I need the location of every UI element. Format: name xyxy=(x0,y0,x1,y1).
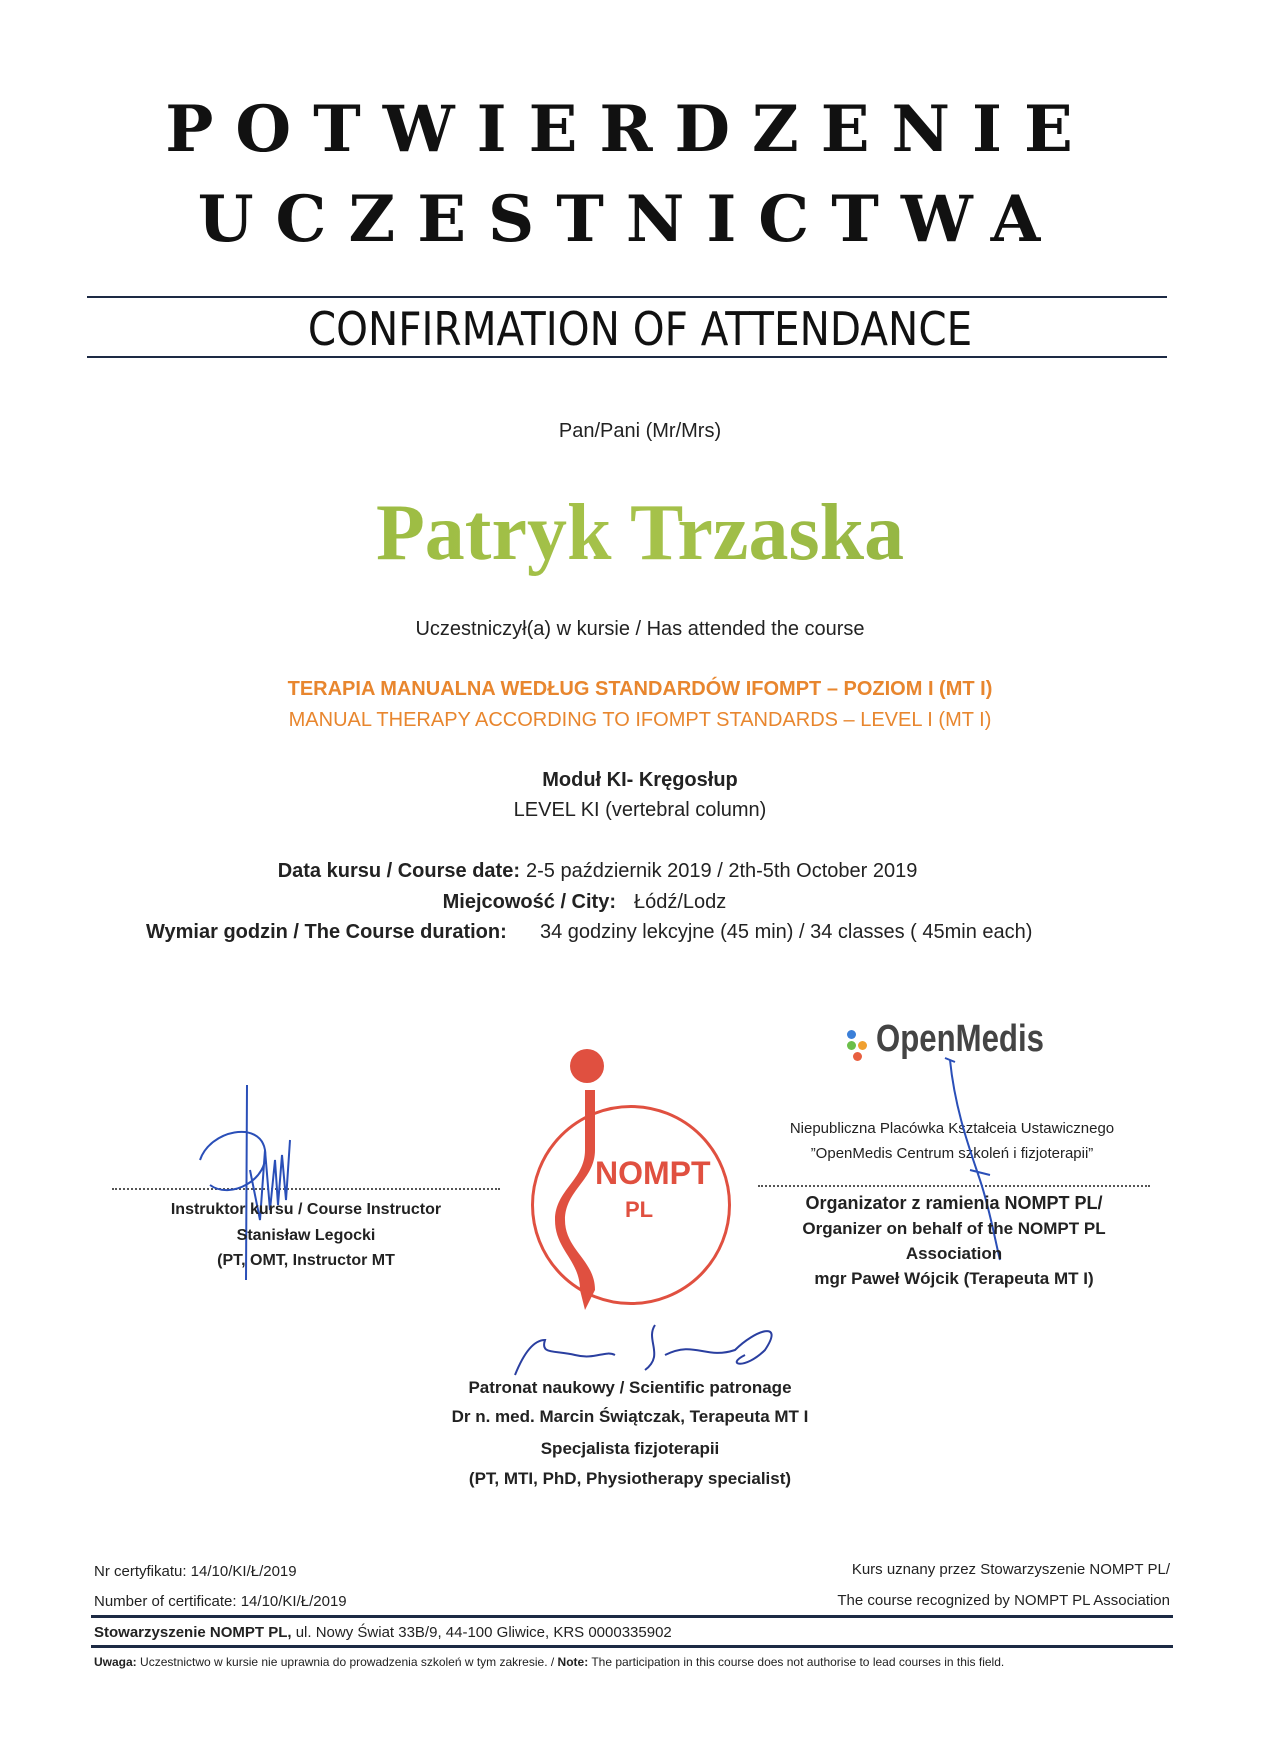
course-date-value: 2-5 październik 2019 / 2th-5th October 2019 xyxy=(526,860,918,882)
association-name: Stowarzyszenie NOMPT PL, xyxy=(94,1624,292,1641)
note-label-pl: Uwaga: xyxy=(94,1655,137,1669)
patron-signature xyxy=(505,1310,795,1380)
organizer-line-3: Association xyxy=(905,1244,1003,1263)
patron-title: Patronat naukowy / Scientific patronage xyxy=(468,1378,792,1397)
nompt-text: NOMPT xyxy=(595,1155,711,1191)
address-text: ul. Nowy Świat 33B/9, 44-100 Gliwice, KRS 0000335902 xyxy=(291,1624,672,1641)
participant-name: Patryk Trzaska xyxy=(0,488,1280,579)
openmedis-logo: OpenMedis xyxy=(876,1018,1044,1060)
title-line-2: UCZESTNICTWA xyxy=(197,182,1063,257)
certificate-number-pl: Nr certyfikatu: 14/10/KI/Ł/2019 xyxy=(94,1563,297,1580)
divider xyxy=(87,296,1167,298)
organizer-line-2: Organizer on behalf of the NOMPT PL xyxy=(802,1219,1106,1238)
certificate-number-en: Number of certificate: 14/10/KI/Ł/2019 xyxy=(94,1593,347,1610)
attended-text: Uczestniczył(a) w kursie / Has attended the course xyxy=(415,618,865,640)
divider xyxy=(91,1615,1173,1618)
city-value: Łódź/Lodz xyxy=(634,891,727,913)
patron-specialty: Specjalista fizjoterapii xyxy=(540,1439,720,1458)
note xyxy=(94,1655,1004,1669)
organizer-line-1: Organizator z ramienia NOMPT PL/ xyxy=(805,1193,1103,1213)
salutation: Pan/Pani (Mr/Mrs) xyxy=(558,420,722,442)
course-date-label: Data kursu / Course date: xyxy=(277,860,520,882)
nompt-sub: PL xyxy=(625,1197,654,1222)
patron-credentials: (PT, MTI, PhD, Physiotherapy specialist) xyxy=(468,1469,792,1488)
module-en: LEVEL KI (vertebral column) xyxy=(513,799,767,821)
openmedis-line-2: ”OpenMedis Centrum szkoleń i fizjoterapii” xyxy=(810,1145,1094,1162)
openmedis-dots-icon xyxy=(845,1028,875,1068)
organizer-name: mgr Paweł Wójcik (Terapeuta MT I) xyxy=(814,1269,1094,1288)
note-text-en: The participation in this course does not authorise to lead courses in this field. xyxy=(588,1655,1005,1669)
instructor-title: Instruktor kursu / Course Instructor xyxy=(170,1201,442,1218)
openmedis-line-1: Niepubliczna Placówka Kształceia Ustawicznego xyxy=(789,1120,1115,1137)
city-label: Miejcowość / City: xyxy=(442,891,616,913)
association-address xyxy=(94,1624,672,1641)
patron-name: Dr n. med. Marcin Świątczak, Terapeuta MT I xyxy=(451,1407,809,1426)
instructor-credentials: (PT, OMT, Instructor MT xyxy=(217,1252,395,1269)
instructor-name: Stanisław Legocki xyxy=(236,1227,376,1244)
recognized-en: The course recognized by NOMPT PL Association xyxy=(837,1592,1170,1609)
subtitle: CONFIRMATION OF ATTENDANCE xyxy=(307,302,973,356)
title-line-1: POTWIERDZENIE xyxy=(165,92,1095,167)
note-label-en: Note: xyxy=(557,1655,589,1669)
course-title-en: MANUAL THERAPY ACCORDING TO IFOMPT STANDARDS – LEVEL I (MT I) xyxy=(288,709,992,731)
course-title-pl: TERAPIA MANUALNA WEDŁUG STANDARDÓW IFOMPT – POZIOM I (MT I) xyxy=(287,678,993,700)
note-text-pl: Uczestnictwo w kursie nie uprawnia do prowadzenia szkoleń w tym zakresie. / xyxy=(136,1655,558,1669)
instructor-signature xyxy=(190,1080,320,1280)
duration-label: Wymiar godzin / The Course duration: xyxy=(146,921,507,943)
duration-value: 34 godziny lekcyjne (45 min) / 34 classes ( 45min each) xyxy=(540,921,1033,943)
divider xyxy=(91,1645,1173,1648)
divider xyxy=(87,356,1167,358)
recognized-pl: Kurs uznany przez Stowarzyszenie NOMPT PL/ xyxy=(851,1561,1170,1578)
module-pl: Moduł KI- Kręgosłup xyxy=(542,769,738,791)
nompt-logo xyxy=(525,1045,740,1310)
